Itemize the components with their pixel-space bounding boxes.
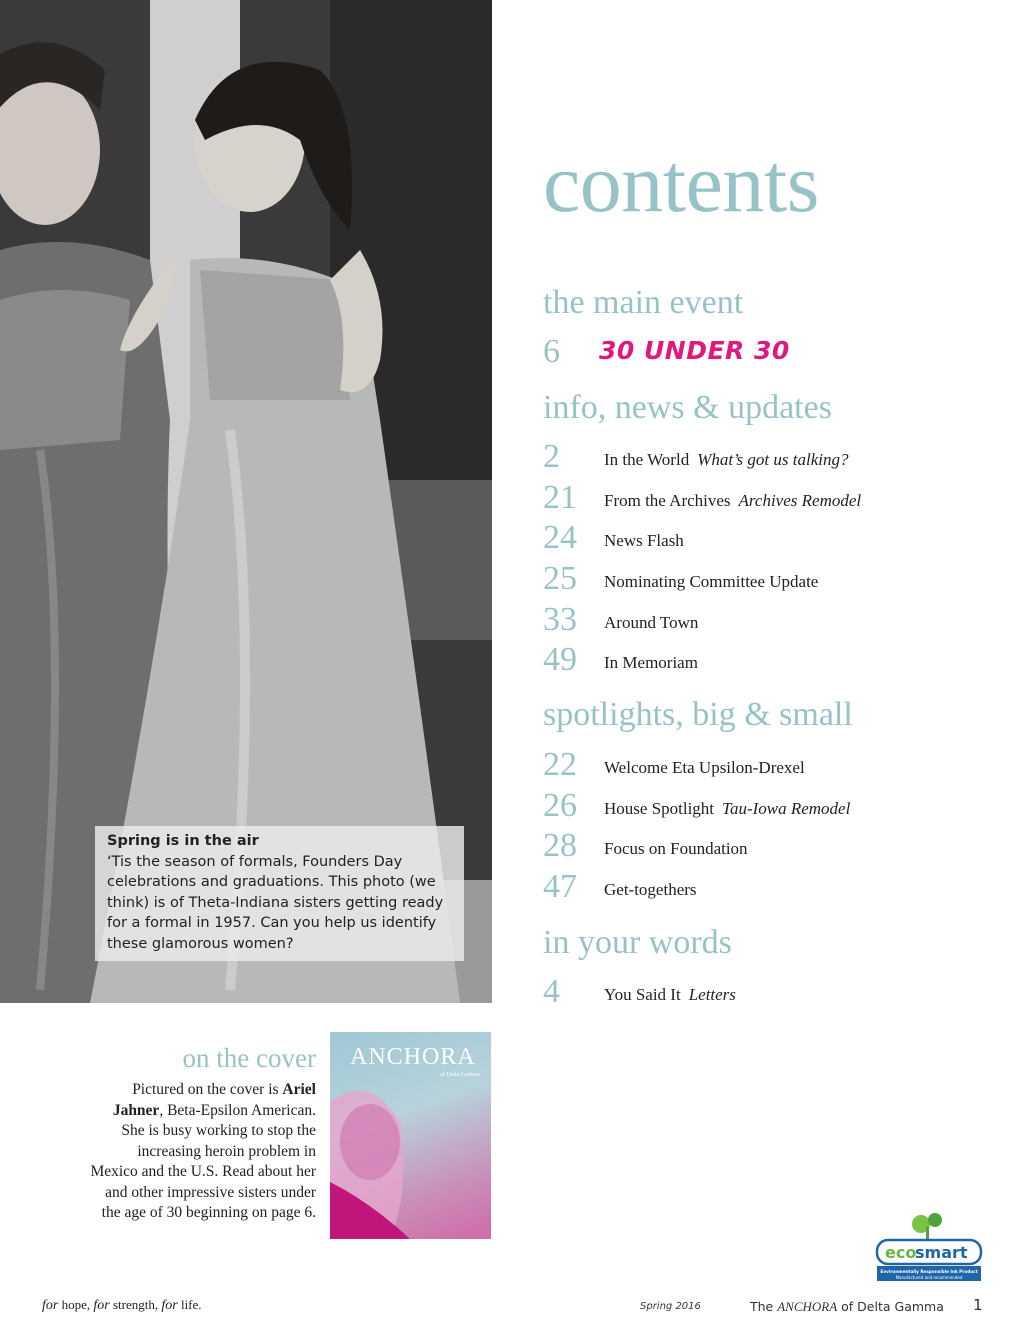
cover-heading: on the cover — [182, 1043, 316, 1073]
pub-name: ANCHORA — [777, 1299, 838, 1314]
photo-caption-title: Spring is in the air — [107, 833, 259, 849]
toc-row[interactable] — [543, 603, 1003, 637]
toc-page-number: 21 — [543, 479, 577, 516]
tagline-hope: hope, — [58, 1297, 94, 1312]
toc-item-subtitle: Archives Remodel — [738, 491, 862, 510]
toc-row[interactable] — [543, 829, 1003, 863]
toc-page-number: 22 — [543, 746, 577, 783]
toc-page-number: 47 — [543, 868, 577, 905]
toc-page-number: 33 — [543, 601, 577, 638]
eco-line1: Environmentally Responsible Ink Product — [880, 1269, 978, 1274]
eco-brand-smart: smart — [915, 1243, 968, 1262]
toc-item-title: Get-togethers — [604, 880, 697, 899]
toc-row[interactable] — [543, 870, 1003, 904]
toc-page-number: 2 — [543, 438, 560, 475]
photo-caption-body: ‘Tis the season of formals, Founders Day celebrations and graduations. This photo (we think) is of Theta-Indiana sisters getting ready for a formal in 1957. Can you help us identify these glamorous women? — [107, 853, 444, 952]
cover-text-post: , Beta-Epsilon American. She is busy working to stop the increasing heroin problem in Mexico and the U.S. Read about her and other impressive sisters under the age of 30 beginning on page 6. — [90, 1101, 316, 1221]
toc-page-number: 25 — [543, 560, 577, 597]
tagline-strength: strength, — [109, 1297, 162, 1312]
section-heading-your-words: in your words — [543, 924, 732, 961]
toc-page-number: 4 — [543, 973, 560, 1010]
toc-item-subtitle: Tau-Iowa Remodel — [722, 799, 851, 818]
contents-title: contents — [543, 137, 819, 230]
toc-row[interactable] — [543, 748, 1003, 782]
toc-item-subtitle: What’s got us talking? — [697, 450, 849, 469]
toc-row[interactable] — [543, 481, 1003, 515]
toc-item-title: Focus on Foundation — [604, 839, 748, 858]
ecosmart-badge — [875, 1208, 983, 1282]
toc-page-number: 26 — [543, 787, 577, 824]
toc-row[interactable] — [543, 975, 1003, 1009]
eco-line2: Manufactured and recommended — [895, 1275, 963, 1280]
toc-item-title: House Spotlight — [604, 799, 715, 818]
tagline-life: life. — [177, 1297, 202, 1312]
pub-pre: The — [750, 1299, 778, 1314]
toc-item-title: Welcome Eta Upsilon-Drexel — [604, 758, 805, 777]
eco-brand-eco: eco — [885, 1243, 917, 1262]
cover-person-name: Ariel Jahner — [112, 1081, 316, 1119]
toc-page-number: 49 — [543, 641, 577, 678]
tagline-for: for — [93, 1298, 110, 1313]
cover-photo — [0, 0, 492, 1003]
toc-row[interactable] — [543, 440, 1003, 474]
cover-text-pre: Pictured on the cover is — [132, 1081, 283, 1098]
toc-page-number: 6 — [543, 333, 560, 370]
toc-page-number: 28 — [543, 827, 577, 864]
toc-item-title: Around Town — [604, 613, 699, 632]
toc-item-title: News Flash — [604, 531, 684, 550]
pub-post: of Delta Gamma — [837, 1299, 944, 1314]
toc-item-title: From the Archives — [604, 491, 731, 510]
toc-row[interactable] — [543, 643, 1003, 677]
footer-page-number: 1 — [973, 1296, 983, 1314]
footer-tagline — [42, 1297, 202, 1314]
tagline-for: for — [161, 1298, 178, 1313]
toc-item-subtitle: Letters — [688, 985, 736, 1004]
toc-item-title: You Said It — [604, 985, 681, 1004]
cover-thumbnail[interactable] — [330, 1032, 491, 1239]
feature-title-30-under-30[interactable]: 30 UNDER 30 — [599, 336, 790, 365]
section-heading-info-news: info, news & updates — [543, 389, 832, 426]
toc-page-number: 24 — [543, 519, 577, 556]
footer-publication — [750, 1299, 944, 1315]
toc-row[interactable] — [543, 562, 1003, 596]
toc-item-title: Nominating Committee Update — [604, 572, 819, 591]
cover-description — [90, 1080, 316, 1224]
toc-row[interactable] — [543, 789, 1003, 823]
photo-caption — [95, 826, 464, 961]
cover-masthead-sub: of Delta Gamma — [440, 1072, 480, 1078]
tagline-for: for — [42, 1298, 59, 1313]
toc-row[interactable] — [543, 521, 1003, 555]
section-heading-spotlights: spotlights, big & small — [543, 696, 853, 733]
toc-item-title: In the World — [604, 450, 690, 469]
section-heading-main-event: the main event — [543, 284, 744, 321]
cover-masthead: ANCHORA — [350, 1044, 476, 1070]
toc-item-title: In Memoriam — [604, 653, 698, 672]
ecosmart-logo-icon — [875, 1208, 983, 1282]
footer-issue: Spring 2016 — [640, 1301, 701, 1312]
